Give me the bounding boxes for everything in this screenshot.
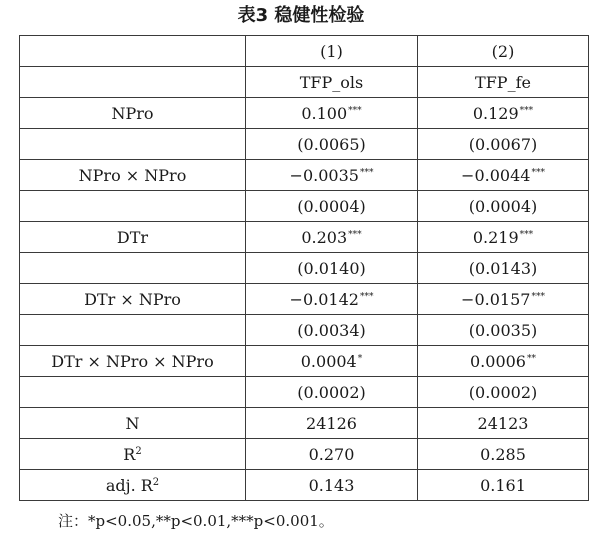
cell-value: (0.0004) [297, 196, 366, 216]
row-label [20, 191, 246, 222]
value-cell [418, 284, 589, 315]
significance-stars: *** [519, 105, 534, 116]
cell-value: (0.0067) [468, 134, 538, 154]
significance-stars: *** [359, 291, 374, 302]
row-label-text: NPro × NPro [78, 165, 187, 185]
significance-stars: *** [359, 167, 374, 178]
value-cell [418, 222, 589, 253]
value-cell [246, 191, 418, 222]
significance-stars: * [357, 353, 363, 364]
row-label [20, 408, 246, 439]
significance-stars: *** [348, 105, 362, 116]
table-row [20, 98, 589, 129]
value-cell [246, 377, 418, 408]
cell-value: −0.0157 [461, 289, 531, 309]
cell-value: 0.0004 [300, 351, 357, 371]
row-label-text: N [125, 413, 140, 433]
cell-value: (0.0140) [297, 258, 366, 278]
row-label-text: DTr × NPro [84, 289, 181, 309]
significance-stars: *** [531, 291, 545, 302]
row-label-text: DTr [116, 227, 149, 247]
table-title: 表3 稳健性检验 [237, 5, 365, 26]
value-cell [418, 253, 589, 284]
value-cell [418, 377, 589, 408]
value-cell [246, 346, 418, 377]
table-row [20, 129, 589, 160]
value-cell [246, 160, 418, 191]
value-cell [418, 129, 589, 160]
cell-value: 0.219 [472, 227, 519, 247]
cell-value: 0.0006 [470, 351, 526, 371]
cell-value: 24126 [306, 413, 357, 433]
row-label [20, 284, 246, 315]
value-cell [418, 160, 589, 191]
cell-value: (0.0143) [468, 258, 538, 278]
cell-value: −0.0035 [289, 165, 359, 185]
cell-value: (0.0034) [297, 320, 366, 340]
row-label-text: NPro [111, 103, 154, 123]
column-header-2: (2) [418, 36, 589, 67]
value-cell [418, 346, 589, 377]
significance-stars: *** [348, 229, 362, 240]
value-cell [418, 98, 589, 129]
cell-value: 0.285 [480, 444, 526, 464]
table-row [20, 470, 589, 501]
value-cell [246, 129, 418, 160]
dependent-variable-row [20, 67, 589, 98]
row-label [20, 470, 246, 501]
row-label [20, 129, 246, 160]
row-label [20, 253, 246, 284]
cell-value: 0.129 [472, 103, 519, 123]
value-cell [246, 439, 418, 470]
column-number-row [20, 36, 589, 67]
value-cell [418, 408, 589, 439]
cell-value: 0.143 [308, 475, 355, 495]
header-corner-cell [20, 36, 246, 67]
cell-value: −0.0044 [461, 165, 531, 185]
value-cell [418, 470, 589, 501]
table-row [20, 160, 589, 191]
table-row [20, 315, 589, 346]
value-cell [418, 439, 589, 470]
dependent-var-2: TFP_fe [418, 67, 589, 98]
significance-stars: *** [519, 229, 534, 240]
value-cell [418, 315, 589, 346]
row-label [20, 377, 246, 408]
robustness-table [19, 35, 589, 501]
dependent-var-corner-cell [20, 67, 246, 98]
cell-value: 0.100 [301, 103, 348, 123]
cell-value: 0.203 [301, 227, 348, 247]
table-row [20, 408, 589, 439]
column-header-1: (1) [246, 36, 418, 67]
value-cell [246, 470, 418, 501]
cell-value: −0.0142 [289, 289, 359, 309]
row-label-text: DTr × NPro × NPro [51, 351, 214, 371]
significance-stars: ** [526, 353, 536, 364]
value-cell [246, 222, 418, 253]
value-cell [246, 98, 418, 129]
cell-value: 0.161 [480, 475, 526, 495]
dependent-var-1: TFP_ols [246, 67, 418, 98]
value-cell [246, 408, 418, 439]
significance-stars: *** [531, 167, 545, 178]
row-label-text: R [123, 444, 136, 464]
value-cell [246, 253, 418, 284]
row-label [20, 160, 246, 191]
table-row [20, 222, 589, 253]
table-row [20, 377, 589, 408]
cell-value: (0.0002) [468, 382, 538, 402]
row-label [20, 315, 246, 346]
value-cell [246, 284, 418, 315]
cell-value: 24123 [477, 413, 529, 433]
row-label [20, 439, 246, 470]
cell-value: (0.0035) [468, 320, 538, 340]
cell-value: 0.270 [308, 444, 355, 464]
table-row [20, 346, 589, 377]
row-label [20, 222, 246, 253]
cell-value: (0.0002) [297, 382, 366, 402]
table-row [20, 439, 589, 470]
value-cell [246, 315, 418, 346]
cell-value: (0.0065) [297, 134, 366, 154]
table-row [20, 284, 589, 315]
table-row [20, 253, 589, 284]
row-label-text: adj. R [105, 475, 153, 495]
superscript-two: 2 [135, 445, 142, 457]
value-cell [418, 191, 589, 222]
table-row [20, 191, 589, 222]
cell-value: (0.0004) [468, 196, 538, 216]
significance-note: 注：*p<0.05,**p<0.01,***p<0.001。 [58, 512, 334, 530]
row-label [20, 346, 246, 377]
row-label [20, 98, 246, 129]
superscript-two: 2 [152, 476, 160, 488]
